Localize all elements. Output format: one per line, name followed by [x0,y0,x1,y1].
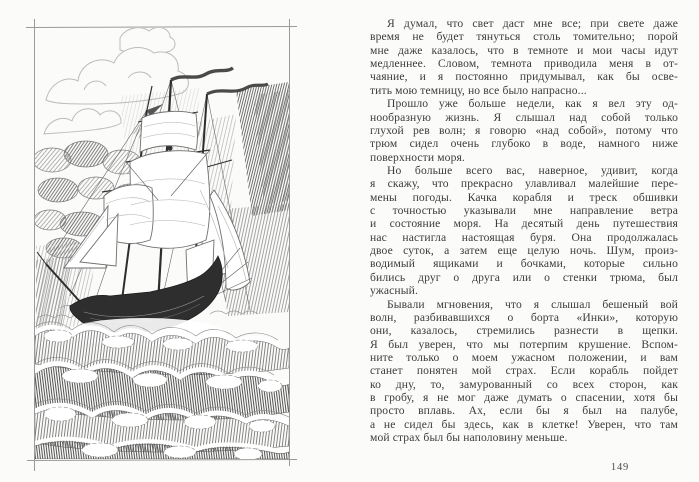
text-line: просто вплавь. Ах, если бы я был на палубе, [370,404,678,418]
text-line: мне даже казалось, что в темноте и мои часы идут [370,43,678,57]
text-line: Бывали мгновения, что я слышал бешеный вой [387,297,678,311]
text-line: нообразную жизнь. Я слышал над собой только [370,110,678,124]
text-line: а не сидел бы здесь, как в клетке! Уверен, что там [370,417,678,431]
text-line: тить мою темницу, но все было напрасно... [370,83,587,97]
text-line: они, казалось, стремились разнести в щепки. [370,324,678,338]
text-line: Прошло уже больше недели, как я вел эту од- [387,97,678,111]
waves [35,322,289,460]
text-line: ужасный. [370,284,419,298]
text-column [370,17,678,445]
text-line: Я был уверен, что мы потерпим крушение. Вспом- [370,337,678,351]
text-line: Но больше всего вас, наверное, удивит, когда [387,163,678,177]
text-line: ко дну, то, замурованный со всех сторон, как [370,377,678,391]
right-page [370,17,678,445]
text-line: я скажу, что прекрасно улавливал малейшие пере- [370,177,678,191]
text-line: Я думал, что свет даст мне все; при свете даже [387,17,678,30]
text-line: поверхности моря. [370,150,465,164]
text-line: ните только о моем ужасном положении, и вам [370,350,678,364]
text-line: нас настигла настоящая буря. Она продолжалась [370,230,678,244]
text-line: мены погоды. Качка корабля и треск обшивки [370,190,678,204]
paragraph [370,164,678,298]
text-line: трюм сидел очень глубоко в воде, намного ниже [370,137,678,151]
text-line: бились друг о друга или о стенки трюма, был [370,270,678,284]
text-line: станет понятен мой страх. Если корабль пойдет [370,364,678,378]
text-line: глухой рев волн; я говорю «над собой», потому что [370,123,678,137]
text-line: водимый ящиками и бочками, которые сильно [370,257,678,271]
page-number: 149 [610,462,630,473]
text-line: время не будет тянуться столь томительно; порой [370,30,678,44]
text-line: чаяние, и я постоянно придумывал, как бы осве- [370,70,678,84]
text-line: двое суток, а затем еще целую ночь. Шум, произ- [370,244,678,258]
text-line: с точностью указывали мне направление ветра [370,204,678,218]
paragraph [370,17,678,97]
text-line: и состояние моря. На десятый день путешествия [370,217,678,231]
text-line: волн, разбивавшихся о борта «Инки», которую [370,310,678,324]
text-line: медленнее. Словом, темнота приводила меня в от- [370,57,678,71]
text-line: в гробу, я не мог даже думать о спасении, хотя бы [370,391,678,405]
text-line: мой страх был бы наполовину меньше. [370,431,568,445]
paragraph [370,97,678,164]
paragraph [370,298,678,445]
